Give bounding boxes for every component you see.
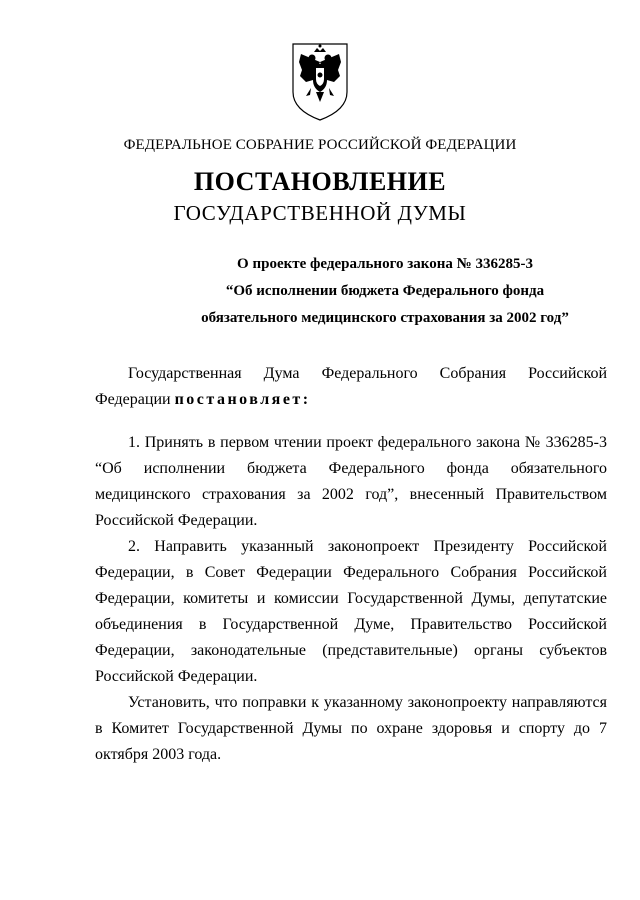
issuer-subtitle: ГОСУДАРСТВЕННОЙ ДУМЫ: [173, 201, 467, 225]
paragraph-gap: [95, 413, 607, 430]
preamble-text: Государственная Дума Федерального Собрания Российской Федерации: [95, 365, 607, 408]
subject-line-2: “Об исполнении бюджета Федерального фонда: [225, 283, 545, 299]
subject-line-1: О проекте федерального закона № 336285-3: [237, 256, 533, 272]
subject-line-3: обязательного медицинского страхования за 2002 год”: [201, 310, 569, 326]
subject-heading: [160, 251, 610, 332]
preamble-paragraph: [95, 361, 607, 413]
preamble-verb: постановляет:: [174, 391, 311, 408]
item-1-paragraph: 1. Принять в первом чтении проект федерального закона № 336285-3 “Об исполнении бюджета Федерального фонда обязательного медицинского страхования за 2002 год”, внесенный Правительством Российской Федерации.: [95, 434, 607, 529]
closing-paragraph: Установить, что поправки к указанному законопроекту направляются в Комитет Государственной Думы по охране здоровья и спорту до 7 октября 2003 года.: [95, 694, 607, 763]
resolution-body: [95, 361, 607, 768]
document-type-title: ПОСТАНОВЛЕНИЕ: [193, 167, 447, 196]
parliament-heading: ФЕДЕРАЛЬНОЕ СОБРАНИЕ РОССИЙСКОЙ ФЕДЕРАЦИИ: [123, 137, 517, 153]
coat-of-arms-icon: [289, 40, 351, 124]
item-2-paragraph: 2. Направить указанный законопроект Президенту Российской Федерации, в Совет Федерации Федерального Собрания Российской Федерации, комитеты и комиссии Государственной Думы, депутатские объединения в Государственной Думе, Правительство Российской Федерации, законодательные (представительные) органы субъектов Российской Федерации.: [95, 538, 607, 685]
